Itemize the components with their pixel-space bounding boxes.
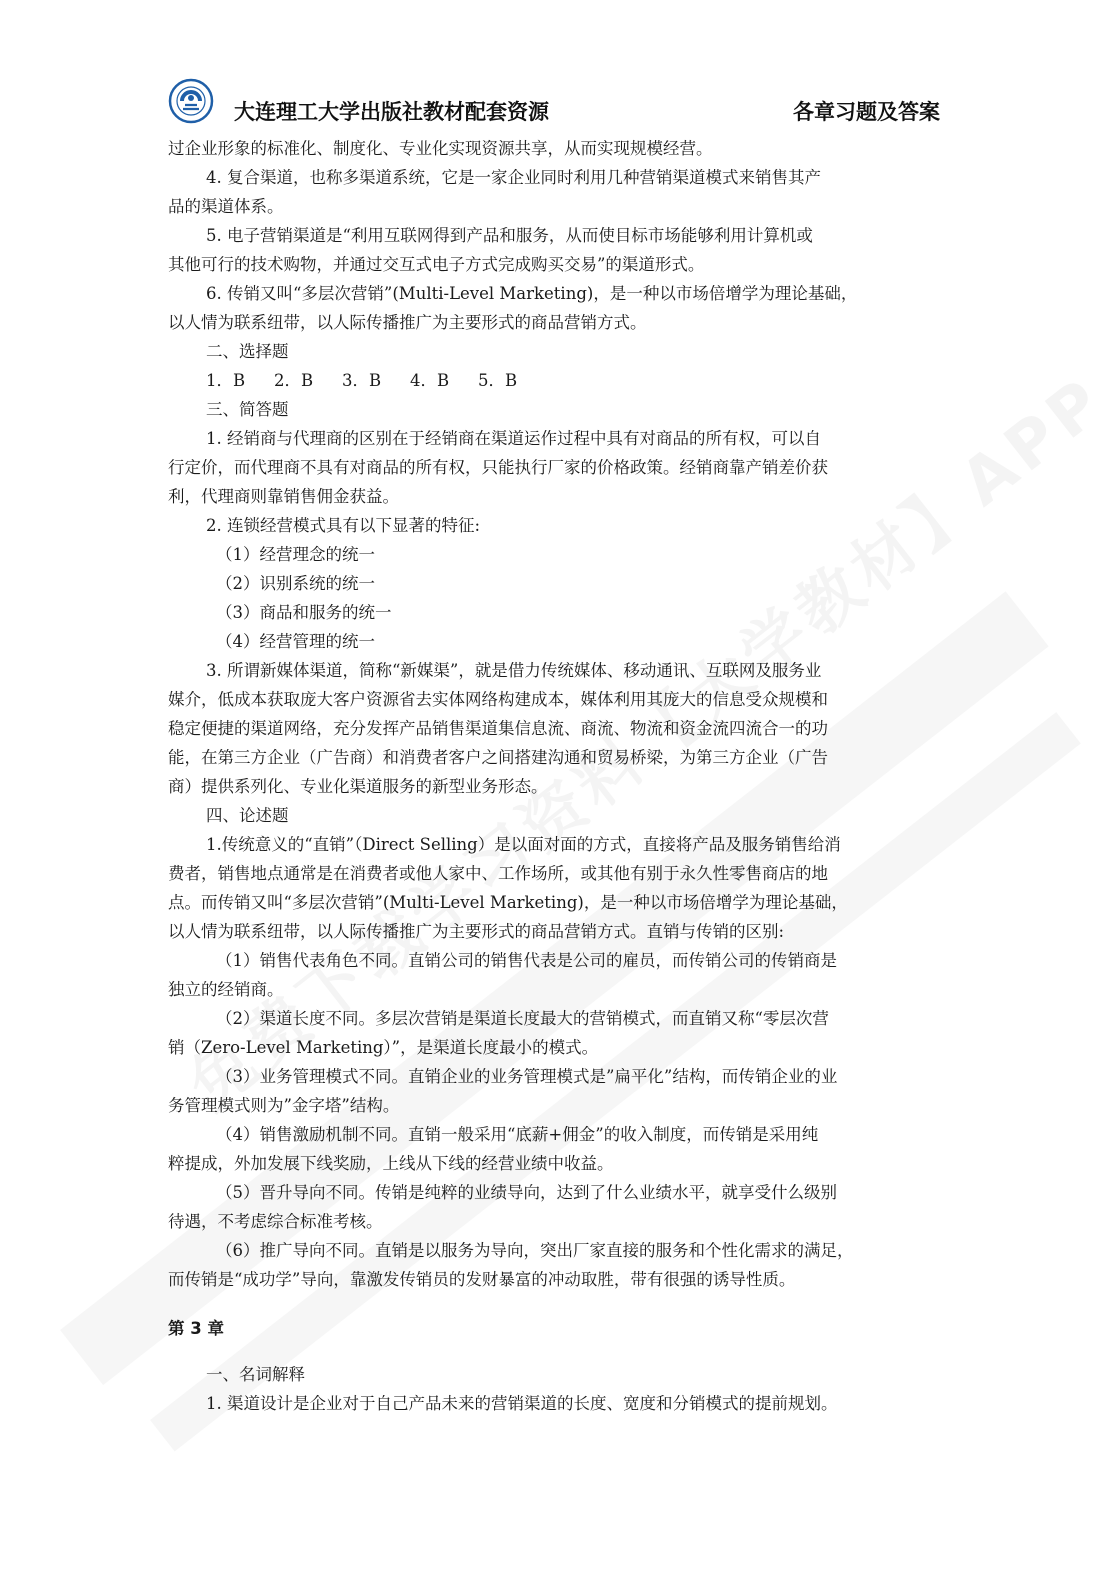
chapter-title: 第 3 章 <box>168 1319 224 1338</box>
text-line: 1.传统意义的“直销”（Direct Selling）是以面对面的方式，直接将产品及服务销售给消 <box>206 835 841 854</box>
section-heading: 四、论述题 <box>206 806 289 825</box>
text-line: 而传销是“成功学”导向，靠激发传销员的发财暴富的冲动取胜，带有很强的诱导性质。 <box>168 1270 796 1289</box>
text-line: 其他可行的技术购物，并通过交互式电子方式完成购买交易”的渠道形式。 <box>168 255 705 274</box>
text-line: 1. 渠道设计是企业对于自己产品未来的营销渠道的长度、宽度和分销模式的提前规划。 <box>206 1393 838 1413</box>
section-title: 各章习题及答案 <box>793 100 940 124</box>
text-line: 务管理模式则为”金字塔”结构。 <box>168 1096 400 1115</box>
mcq-answers <box>168 366 946 395</box>
page-header <box>168 78 948 142</box>
text-line: （5）晋升导向不同。传销是纯粹的业绩导向，达到了什么业绩水平，就享受什么级别 <box>216 1183 837 1202</box>
section-heading: 一、名词解释 <box>206 1364 305 1384</box>
text-line: 行定价，而代理商不具有对商品的所有权，只能执行厂家的价格政策。经销商靠产销差价获 <box>168 458 828 477</box>
text-line: 粹提成，外加发展下线奖励，上线从下线的经营业绩中收益。 <box>168 1154 614 1173</box>
text-line: 6. 传销又叫“多层次营销”(Multi-Level Marketing)，是一种以市场倍增学为理论基础， <box>206 284 858 303</box>
mcq-answer: 1．B <box>206 371 246 390</box>
text-line: 4. 复合渠道，也称多渠道系统，它是一家企业同时利用几种营销渠道模式来销售其产 <box>206 168 821 187</box>
list-item: （1）经营理念的统一 <box>216 545 375 564</box>
text-line: （4）销售激励机制不同。直销一般采用“底薪+佣金”的收入制度，而传销是采用纯 <box>216 1125 819 1144</box>
mcq-answer: 2．B <box>274 371 314 390</box>
text-line: 利，代理商则靠销售佣金获益。 <box>168 487 399 506</box>
mcq-answer: 3．B <box>342 371 382 390</box>
text-line: 3. 所谓新媒体渠道，简称“新媒渠”，就是借力传统媒体、移动通讯、互联网及服务业 <box>206 661 822 680</box>
section-heading: 二、选择题 <box>206 342 289 361</box>
text-line: 5. 电子营销渠道是“利用互联网得到产品和服务，从而使目标市场能够利用计算机或 <box>206 226 813 245</box>
text-line: 独立的经销商。 <box>168 980 284 999</box>
text-line: 过企业形象的标准化、制度化、专业化实现资源共享，从而实现规模经营。 <box>168 139 713 158</box>
text-line: （3）业务管理模式不同。直销企业的业务管理模式是”扁平化”结构，而传销企业的业 <box>216 1067 838 1086</box>
text-line: 费者，销售地点通常是在消费者或他人家中、工作场所，或其他有别于永久性零售商店的地 <box>168 864 828 883</box>
text-line: 媒介，低成本获取庞大客户资源省去实体网络构建成本，媒体利用其庞大的信息受众规模和 <box>168 690 828 709</box>
publisher-name: 大连理工大学出版社教材配套资源 <box>234 100 549 124</box>
text-line: 以人情为联系纽带，以人际传播推广为主要形式的商品营销方式。直销与传销的区别: <box>168 922 785 941</box>
text-line: （2）渠道长度不同。多层次营销是渠道长度最大的营销模式，而直销又称“零层次营 <box>216 1009 829 1028</box>
list-item: （4）经营管理的统一 <box>216 632 375 651</box>
text-line: 待遇，不考虑综合标准考核。 <box>168 1212 383 1231</box>
text-line: 以人情为联系纽带，以人际传播推广为主要形式的商品营销方式。 <box>168 313 647 332</box>
text-line: 稳定便捷的渠道网络，充分发挥产品销售渠道集信息流、商流、物流和资金流四流合一的功 <box>168 719 828 738</box>
document-body <box>168 134 946 1418</box>
section-heading: 三、简答题 <box>206 400 289 419</box>
text-line: 点。而传销又叫“多层次营销”(Multi-Level Marketing)，是一种以市场倍增学为理论基础， <box>168 893 848 912</box>
text-line: 商）提供系列化、专业化渠道服务的新型业务形态。 <box>168 777 548 796</box>
mcq-answer: 5．B <box>478 371 518 390</box>
text-line: （1）销售代表角色不同。直销公司的销售代表是公司的雇员，而传销公司的传销商是 <box>216 951 837 970</box>
university-logo-icon <box>168 78 214 124</box>
list-item: （3）商品和服务的统一 <box>216 603 392 622</box>
text-line: 品的渠道体系。 <box>168 197 284 216</box>
mcq-answer: 4．B <box>410 371 450 390</box>
text-line: 销（Zero-Level Marketing）”，是渠道长度最小的模式。 <box>168 1038 599 1057</box>
text-line: 2. 连锁经营模式具有以下显著的特征: <box>206 516 481 535</box>
text-line: 1. 经销商与代理商的区别在于经销商在渠道运作过程中具有对商品的所有权，可以自 <box>206 429 821 448</box>
text-line: （6）推广导向不同。直销是以服务为导向，突出厂家直接的服务和个性化需求的满足， <box>216 1241 854 1260</box>
text-line: 能，在第三方企业（广告商）和消费者客户之间搭建沟通和贸易桥梁，为第三方企业（广告 <box>168 748 828 767</box>
list-item: （2）识别系统的统一 <box>216 574 375 593</box>
